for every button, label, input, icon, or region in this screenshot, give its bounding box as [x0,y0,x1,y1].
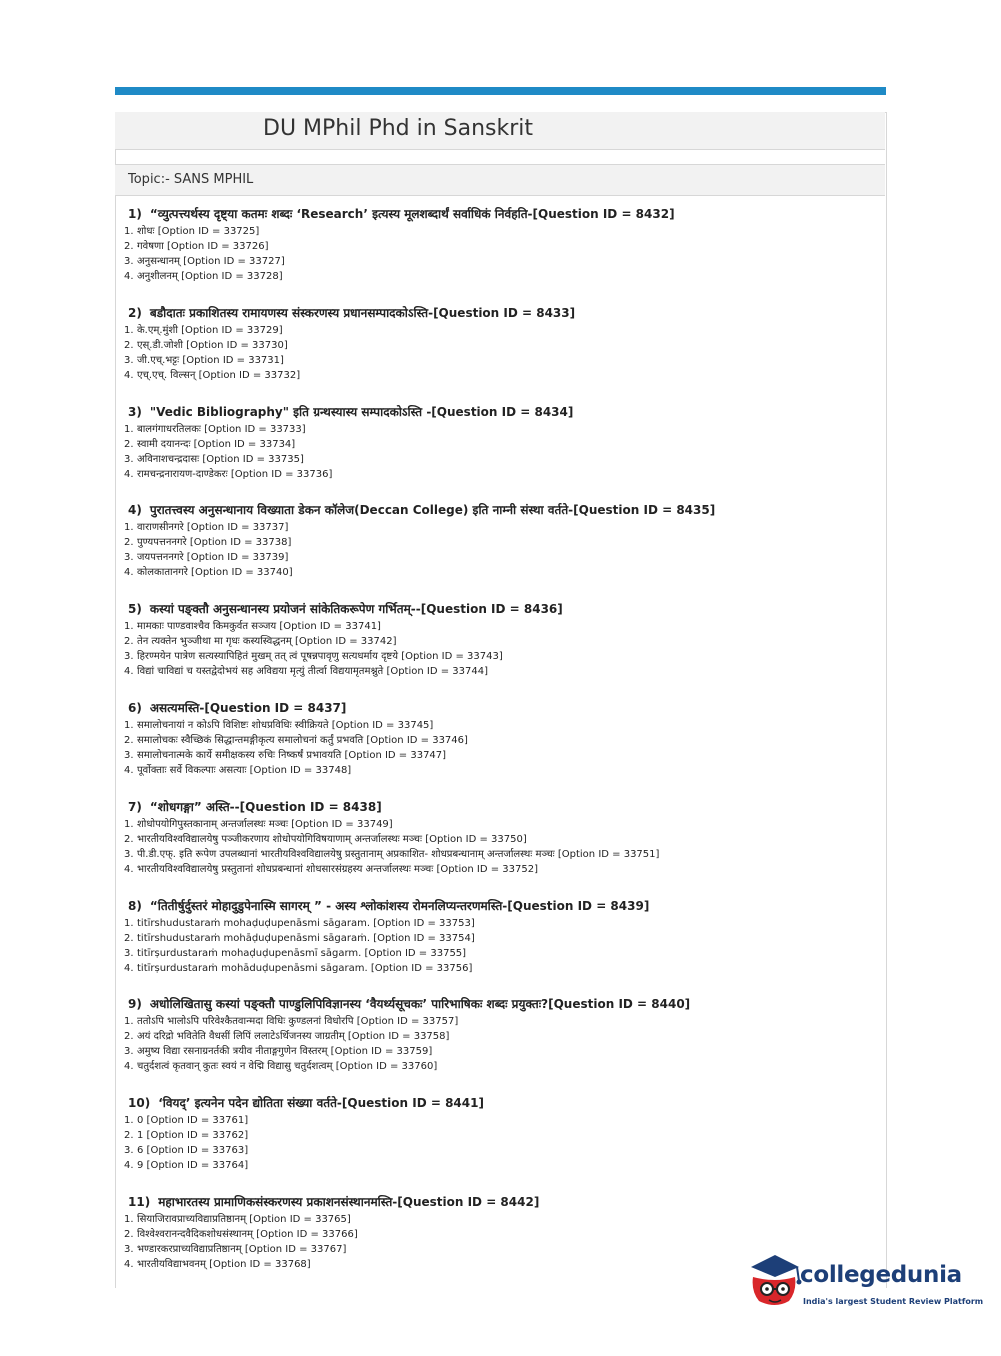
option-item [124,649,824,664]
question-number: 3) [128,404,142,419]
option-number: 3. [124,354,134,366]
option-number: 3. [124,1046,134,1058]
option-text: पी.डी.एफ्. इति रूपेण उपलब्धानां भारतीयविश्वविद्यालयेषु प्रस्तुतानाम् अप्रकाशित- शोधप्रबन्धानाम् अन्तर्जालस्थः मञ्चः [Option ID = 33751] [137,848,660,860]
option-item [124,763,824,778]
option-item [124,269,824,284]
option-number: 3. [124,453,134,465]
option-item [124,550,824,565]
option-item [124,1158,824,1173]
option-number: 4. [124,567,134,579]
option-list [124,1014,824,1074]
question-text [128,1193,824,1212]
option-text: अयं दरिद्रो भवितेति वैधसीं लिपिं ललाटेऽर्थिजनस्य जाग्रतीम् [Option ID = 33758] [137,1031,450,1043]
question-label: “शोधगङ्गा” अस्ति--[Question ID = 8438] [149,799,382,814]
mascot-icon [745,1247,807,1309]
question-label: "Vedic Bibliography" इति ग्रन्थस्यास्य सम्पादकोऽस्ति -[Question ID = 8434] [149,404,574,419]
option-item [124,748,824,763]
option-text: बालगंगाधरतिलकः [Option ID = 33733] [137,423,306,435]
option-text: स्वामी दयानन्दः [Option ID = 33734] [137,438,296,450]
question-text [128,501,824,520]
option-item [124,862,824,877]
option-text: समालोचनात्मके कार्ये समीक्षकस्य रुचिः निष्कर्षं प्रभावयति [Option ID = 33747] [137,749,447,761]
option-text: अविनाशचन्द्रदासः [Option ID = 33735] [137,453,304,465]
option-number: 4. [124,468,134,480]
option-text: विश्वेश्वरानन्दवैदिकशोधसंस्थानम् [Option ID = 33766] [137,1228,358,1240]
question-block [124,501,824,600]
option-text: भारतीयविश्वविद्यालयेषु प्रस्तुतानां शोधप्रबन्धानां शोधसारसंग्रहस्य अन्तर्जालस्थः मञ्चः [Option ID = 33752] [137,863,538,875]
question-number: 9) [128,997,142,1012]
option-text: पुण्यपत्तननगरे [Option ID = 33738] [137,537,292,549]
question-number: 5) [128,602,142,617]
option-item [124,916,824,931]
option-text: जयपत्तननगरे [Option ID = 33739] [137,552,289,564]
question-list [124,205,824,1292]
option-item [124,338,824,353]
option-item [124,733,824,748]
option-number: 2. [124,1130,134,1142]
option-list [124,817,824,877]
option-number: 2. [124,1228,134,1240]
option-text: शोधः [Option ID = 33725] [137,226,260,237]
option-number: 4. [124,1061,134,1073]
option-number: 3. [124,848,134,860]
question-label: कस्यां पङ्क्तौ अनुसन्धानस्य प्रयोजनं सांकेतिकरूपेण गर्भितम्--[Question ID = 8436] [149,602,563,617]
question-number: 6) [128,700,142,715]
option-list [124,323,824,383]
option-item [124,718,824,733]
option-item [124,664,824,679]
option-text: एच्.एच्. विल्सन् [Option ID = 33732] [137,369,301,381]
option-text: रामचन्द्रनारायण-दाण्डेकरः [Option ID = 33736] [137,468,333,480]
option-text: पूर्वोक्ताः सर्वे विकल्पाः असत्याः [Option ID = 33748] [137,764,352,776]
option-text: अमुष्य विद्या रसनाग्रनर्तकी त्रयीव नीताङ्गगुणेन विस्तरम् [Option ID = 33759] [137,1046,433,1058]
question-number: 2) [128,305,142,320]
option-item [124,254,824,269]
question-label: पुरातत्त्वस्य अनुसन्धानाय विख्याता डेकन कॉलेज(Deccan College) इति नाम्नी संस्था वर्तते-[Question ID = 8435] [149,503,716,518]
option-number: 4. [124,962,134,974]
option-text: भारतीयविद्याभवनम् [Option ID = 33768] [137,1258,311,1270]
option-text: गवेषणा [Option ID = 33726] [137,241,269,252]
option-number: 3. [124,256,134,267]
option-number: 2. [124,833,134,845]
option-number: 4. [124,863,134,875]
option-text: समालोचनायां न कोऽपि विशिष्टः शोधप्रविधिः स्वीक्रियते [Option ID = 33745] [137,719,434,731]
separator-row [115,150,885,165]
question-text [128,995,824,1014]
option-item [124,817,824,832]
option-text: कोलकातानगरे [Option ID = 33740] [137,567,293,579]
option-text: 9 [Option ID = 33764] [137,1160,249,1172]
option-item [124,1014,824,1029]
option-number: 2. [124,734,134,746]
option-number: 3. [124,1243,134,1255]
option-number: 2. [124,1031,134,1043]
top-accent-bar [115,87,886,95]
option-text: विद्यां चाविद्यां च यस्तद्वेदोभयं सह अविद्यया मृत्युं तीर्त्वा विद्ययामृतमश्नुते [Option ID = 33744] [137,666,488,678]
option-number: 4. [124,369,134,381]
collegedunia-logo [745,1247,984,1317]
option-text: titīrshudustaraṁ mohāḍuḍupenāsmi sāgaraṁ. [Option ID = 33754] [137,932,475,944]
option-item [124,467,824,482]
option-item [124,353,824,368]
question-label: अधोलिखितासु कस्यां पङ्क्तौ पाण्डुलिपिविज्ञानस्य ‘वैयर्थ्यसूचकः’ पारिभाषिकः शब्दः प्रयुक्तः?[Question ID = 8440] [149,997,691,1012]
option-text: समालोचकः स्वैच्छिकं सिद्धान्तमङ्गीकृत्य समालोचनां कर्तुं प्रभवति [Option ID = 33746] [137,734,468,746]
option-number: 1. [124,1213,134,1225]
question-label: “तितीर्षुर्दुस्तरं मोहादुडुपेनास्मि सागरम् ” - अस्य श्लोकांशस्य रोमनलिप्यन्तरणमस्ति-[Question ID = 8439] [149,898,650,913]
question-text [128,798,824,817]
option-item [124,368,824,383]
question-label: ‘वियद्’ इत्यनेन पदेन द्योतिता संख्या वर्तते-[Question ID = 8441] [158,1096,484,1111]
question-block [124,1193,824,1292]
option-text: वाराणसीनगरे [Option ID = 33737] [137,522,289,534]
option-list [124,1113,824,1173]
option-item [124,619,824,634]
option-item [124,1029,824,1044]
option-text: titīrṣurdustaraṁ mohaḍuḍupenāsmī sāgarm. [Option ID = 33755] [137,947,467,959]
option-item [124,224,824,239]
question-block [124,205,824,304]
option-item [124,437,824,452]
option-list [124,520,824,580]
option-item [124,520,824,535]
question-block [124,304,824,403]
option-number: 4. [124,666,134,678]
option-number: 1. [124,917,134,929]
option-number: 4. [124,1258,134,1270]
option-number: 3. [124,1145,134,1157]
option-number: 4. [124,764,134,776]
option-number: 1. [124,423,134,435]
question-text [128,403,824,422]
option-text: 1 [Option ID = 33762] [137,1130,249,1142]
question-block [124,798,824,897]
page-title: DU MPhil Phd in Sanskrit [263,116,534,141]
option-list [124,1212,824,1272]
option-text: मामकाः पाण्डवाश्चैव किमकुर्वत सञ्जय [Option ID = 33741] [137,621,381,633]
option-text: भारतीयविश्वविद्यालयेषु पञ्जीकरणाय शोधोपयोगिविषयाणाम् अन्तर्जालस्थः मञ्चः [Option ID = 33750] [137,833,527,845]
option-text: titīrṣurdustaraṁ mohāduḍupenāsmi sāgaram. [Option ID = 33756] [137,962,473,974]
question-label: बडौदातः प्रकाशितस्य रामायणस्य संस्करणस्य प्रधानसम्पादकोऽस्ति-[Question ID = 8433] [149,305,576,320]
option-text: शोधोपयोगिपुस्तकानाम् अन्तर्जालस्थः मञ्चः [Option ID = 33749] [137,818,393,830]
option-text: 6 [Option ID = 33763] [137,1145,249,1157]
question-text [128,600,824,619]
question-number: 11) [128,1194,151,1209]
option-list [124,718,824,778]
option-text: 0 [Option ID = 33761] [137,1115,249,1127]
question-block [124,699,824,798]
question-block [124,897,824,996]
option-item [124,1059,824,1074]
question-label: “व्युत्पत्त्यर्थस्य दृष्ट्या कतमः शब्दः ‘Research’ इत्यस्य मूलशब्दार्थं सर्वाधिकं निर्वहति-[Question ID = 8432] [149,207,675,221]
option-number: 3. [124,947,134,959]
question-number: 10) [128,1096,151,1111]
question-block [124,403,824,502]
option-list [124,224,824,284]
option-item [124,946,824,961]
option-number: 1. [124,522,134,534]
option-text: ततोऽपि भालोऽपि परिवेश्कैतवान्मदा विधिः कुण्डलनां विधोरपि [Option ID = 33757] [137,1016,459,1028]
option-text: तेन त्यक्तेन भुञ्जीथा मा गृधः कस्यस्विद्धनम् [Option ID = 33742] [137,636,397,648]
question-text [128,1094,824,1113]
option-text: हिरण्मयेन पात्रेण सत्यस्यापिहितं मुखम् तत् त्वं पूषन्नपावृणु सत्यधर्माय दृष्टये [Option ID = 33743] [137,651,503,663]
option-item [124,832,824,847]
option-number: 2. [124,636,134,648]
question-text [128,699,824,718]
option-number: 1. [124,621,134,633]
option-item [124,931,824,946]
question-text [128,897,824,916]
option-item [124,323,824,338]
logo-tagline: India's largest Student Review Platform [803,1297,984,1306]
option-list [124,916,824,976]
option-item [124,1257,824,1272]
option-item [124,1128,824,1143]
option-item [124,1242,824,1257]
option-number: 1. [124,719,134,731]
option-text: जी.एच्.भट्टः [Option ID = 33731] [137,354,284,366]
option-number: 1. [124,226,134,237]
option-list [124,619,824,679]
option-item [124,1143,824,1158]
question-block [124,995,824,1094]
option-text: सियाजिरावप्राच्यविद्याप्रतिष्ठानम् [Option ID = 33765] [137,1213,351,1225]
option-number: 3. [124,552,134,564]
option-list [124,422,824,482]
question-text [128,205,824,224]
option-number: 1. [124,1016,134,1028]
option-number: 2. [124,932,134,944]
option-item [124,565,824,580]
option-number: 2. [124,241,134,252]
option-item [124,1227,824,1242]
option-number: 2. [124,438,134,450]
question-label: असत्यमस्ति-[Question ID = 8437] [149,700,347,715]
question-number: 1) [128,207,142,221]
logo-brand: collegedunia [800,1262,962,1288]
option-item [124,1212,824,1227]
option-text: अनुशीलनम् [Option ID = 33728] [137,271,283,282]
option-item [124,961,824,976]
question-text [128,304,824,323]
option-number: 2. [124,537,134,549]
option-item [124,535,824,550]
question-block [124,600,824,699]
option-item [124,847,824,862]
option-text: titīrshudustaraṁ mohaḍuḍupenāsmi sāgaram. [Option ID = 33753] [137,917,475,929]
option-number: 3. [124,749,134,761]
option-text: चतुर्दशत्वं कृतवान् कुतः स्वयं न वेद्मि विद्यासु चतुर्दशत्वम् [Option ID = 33760] [137,1061,438,1073]
question-number: 4) [128,503,142,518]
question-number: 7) [128,799,142,814]
option-number: 2. [124,339,134,351]
option-item [124,634,824,649]
option-item [124,422,824,437]
option-number: 3. [124,651,134,663]
option-item [124,1044,824,1059]
option-text: एस्.डी.जोशी [Option ID = 33730] [137,339,288,351]
option-number: 1. [124,818,134,830]
topic-label: Topic:- SANS MPHIL [128,172,254,187]
question-number: 8) [128,898,142,913]
option-number: 4. [124,271,134,282]
option-number: 1. [124,324,134,336]
option-item [124,239,824,254]
option-number: 1. [124,1115,134,1127]
question-block [124,1094,824,1193]
option-item [124,452,824,467]
question-label: महाभारतस्य प्रामाणिकसंस्करणस्य प्रकाशनसंस्थानमस्ति-[Question ID = 8442] [158,1194,540,1209]
option-text: के.एम्.मुंशी [Option ID = 33729] [137,324,283,336]
option-text: अनुसन्धानम् [Option ID = 33727] [137,256,285,267]
option-item [124,1113,824,1128]
option-number: 4. [124,1160,134,1172]
option-text: भण्डारकरप्राच्यविद्याप्रतिष्ठानम् [Option ID = 33767] [137,1243,347,1255]
